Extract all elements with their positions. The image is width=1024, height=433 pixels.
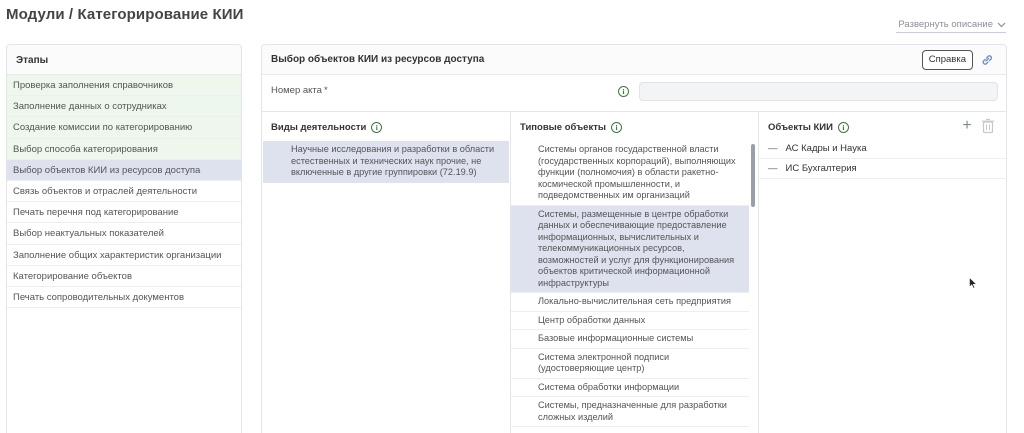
scrollbar-thumb[interactable] [751, 144, 755, 207]
stage-item[interactable]: Заполнение общих характеристик организации [7, 245, 241, 266]
title-divider [896, 32, 1006, 33]
act-number-input[interactable] [639, 82, 998, 101]
dash-icon: — [768, 163, 778, 174]
act-number-label [271, 85, 328, 96]
mouse-cursor-icon [969, 277, 977, 289]
activities-header [271, 122, 382, 133]
type-item[interactable]: Система обработки информации [511, 379, 749, 398]
types-header-label: Типовые объекты [520, 122, 606, 133]
types-header [520, 122, 622, 133]
stages-title: Этапы [7, 45, 241, 75]
main-panel [261, 44, 1007, 433]
type-item[interactable]: Системы органов государственной власти (государственных корпораций), выполняющих функции (полномочия) в области ракетно-космической промышленности, и подведомственных им организаций [511, 141, 749, 206]
type-item[interactable]: Центр обработки данных [511, 312, 749, 331]
stage-item[interactable]: Связь объектов и отраслей деятельности [7, 181, 241, 202]
stage-item[interactable]: Выбор неактуальных показателей [7, 223, 241, 244]
help-button[interactable]: Справка [922, 50, 973, 70]
info-circle-icon[interactable]: i [371, 122, 382, 133]
info-circle-icon[interactable]: i [611, 122, 622, 133]
stage-item[interactable]: Выбор объектов КИИ из ресурсов доступа [7, 160, 241, 181]
types-list[interactable] [511, 141, 749, 433]
page-title: Модули / Категорирование КИИ [6, 6, 244, 23]
object-item[interactable] [759, 139, 1007, 159]
stages-panel [6, 44, 242, 433]
act-number-label-text: Номер акта [271, 85, 322, 96]
info-circle-icon[interactable]: i [618, 86, 629, 97]
activities-header-label: Виды деятельности [271, 122, 367, 133]
chevron-down-icon [997, 20, 1006, 30]
plus-icon[interactable]: + [962, 117, 972, 134]
type-item[interactable]: Системы, размещенные в центре обработки данных и обеспечивающие предоставление информационных, вычислительных и телекоммуникационных ресурсов, возможностей и услуг для функционирования объектов критической информационной инфраструктуры [511, 206, 749, 294]
expand-description-toggle[interactable] [898, 19, 1006, 30]
link-icon[interactable] [980, 53, 994, 67]
stage-item[interactable]: Проверка заполнения справочников [7, 75, 241, 96]
stage-item[interactable]: Заполнение данных о сотрудниках [7, 96, 241, 117]
object-item[interactable] [759, 159, 1007, 179]
main-title: Выбор объектов КИИ из ресурсов доступа [271, 54, 485, 65]
stage-item[interactable]: Создание комиссии по категорированию [7, 117, 241, 138]
stage-item[interactable]: Печать сопроводительных документов [7, 287, 241, 308]
object-item-label: АС Кадры и Наука [785, 143, 867, 154]
required-mark: * [323, 85, 328, 96]
trash-icon[interactable] [981, 118, 997, 134]
expand-description-label: Развернуть описание [898, 19, 993, 30]
dash-icon: — [768, 143, 778, 154]
stages-list [7, 75, 241, 308]
objects-header [768, 122, 849, 133]
type-item[interactable]: Системы, предназначенные для разработки сложных изделий [511, 397, 749, 427]
activity-item[interactable]: Научные исследования и разработки в области естественных и технических наук прочие, не включенные в другие группировки (72.19.9) [263, 141, 509, 183]
object-item-label: ИС Бухгалтерия [785, 163, 857, 174]
columns-top-divider [262, 111, 1006, 112]
main-header [262, 45, 1006, 75]
info-circle-icon[interactable]: i [838, 122, 849, 133]
stage-item[interactable]: Печать перечня под категорирование [7, 202, 241, 223]
stage-item[interactable]: Выбор способа категорирования [7, 139, 241, 160]
types-scrollbar[interactable] [751, 141, 757, 433]
type-item[interactable]: Базовые информационные системы [511, 330, 749, 349]
type-item[interactable]: Система электронной подписи (удостоверяющие центр) [511, 349, 749, 379]
objects-header-label: Объекты КИИ [768, 122, 833, 133]
stage-item[interactable]: Категорирование объектов [7, 266, 241, 287]
type-item[interactable]: Локально-вычислительная сеть предприятия [511, 293, 749, 312]
